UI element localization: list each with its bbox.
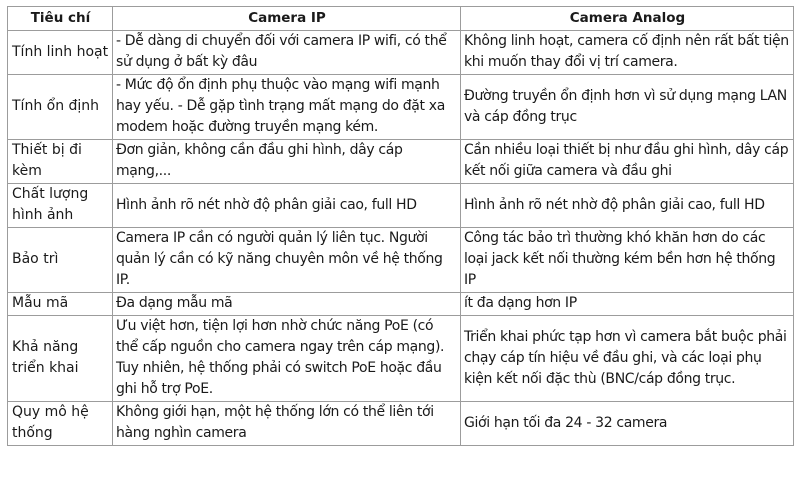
camera-analog-cell: Cần nhiều loại thiết bị như đầu ghi hình, dây cáp kết nối giữa camera và đầu ghi [461, 140, 794, 184]
table-row [8, 140, 794, 184]
camera-analog-cell: Công tác bảo trì thường khó khăn hơn do các loại jack kết nối thường kém bền hơn hệ thống IP [461, 228, 794, 293]
comparison-table [7, 6, 794, 446]
camera-ip-cell: Đa dạng mẫu mã [113, 293, 461, 316]
camera-analog-cell: Không linh hoạt, camera cố định nên rất bất tiện khi muốn thay đổi vị trí camera. [461, 31, 794, 75]
table-row [8, 31, 794, 75]
camera-ip-cell: - Mức độ ổn định phụ thuộc vào mạng wifi mạnh hay yếu. - Dễ gặp tình trạng mất mạng do đặt xa modem hoặc đường truyền mạng kém. [113, 75, 461, 140]
criterion-cell: Mẫu mã [8, 293, 113, 316]
camera-analog-cell: ít đa dạng hơn IP [461, 293, 794, 316]
camera-ip-cell: Camera IP cần có người quản lý liên tục. Người quản lý cần có kỹ năng chuyên môn về hệ thống IP. [113, 228, 461, 293]
table-row [8, 228, 794, 293]
table-row [8, 402, 794, 446]
criterion-cell: Thiết bị đi kèm [8, 140, 113, 184]
camera-ip-cell: Đơn giản, không cần đầu ghi hình, dây cáp mạng,... [113, 140, 461, 184]
camera-ip-cell: Hình ảnh rõ nét nhờ độ phân giải cao, full HD [113, 184, 461, 228]
camera-ip-cell: Không giới hạn, một hệ thống lớn có thể liên tới hàng nghìn camera [113, 402, 461, 446]
header-camera-analog: Camera Analog [461, 7, 794, 31]
camera-ip-cell: - Dễ dàng di chuyển đối với camera IP wifi, có thể sử dụng ở bất kỳ đâu [113, 31, 461, 75]
header-camera-ip: Camera IP [113, 7, 461, 31]
table-row [8, 184, 794, 228]
camera-analog-cell: Triển khai phức tạp hơn vì camera bắt buộc phải chạy cáp tín hiệu về đầu ghi, và các loại phụ kiện kết nối đặc thù (BNC/cáp đồng trục. [461, 316, 794, 402]
criterion-cell: Tính linh hoạt [8, 31, 113, 75]
camera-ip-cell: Ưu việt hơn, tiện lợi hơn nhờ chức năng PoE (có thể cấp nguồn cho camera ngay trên cáp mạng). Tuy nhiên, hệ thống phải có switch PoE hoặc đầu ghi hỗ trợ PoE. [113, 316, 461, 402]
criterion-cell: Chất lượng hình ảnh [8, 184, 113, 228]
camera-analog-cell: Đường truyền ổn định hơn vì sử dụng mạng LAN và cáp đồng trục [461, 75, 794, 140]
table-header-row [8, 7, 794, 31]
comparison-table-container [7, 6, 794, 446]
criterion-cell: Khả năng triển khai [8, 316, 113, 402]
table-row [8, 293, 794, 316]
table-row [8, 75, 794, 140]
criterion-cell: Tính ổn định [8, 75, 113, 140]
camera-analog-cell: Giới hạn tối đa 24 - 32 camera [461, 402, 794, 446]
camera-analog-cell: Hình ảnh rõ nét nhờ độ phân giải cao, full HD [461, 184, 794, 228]
criterion-cell: Bảo trì [8, 228, 113, 293]
criterion-cell: Quy mô hệ thống [8, 402, 113, 446]
table-row [8, 316, 794, 402]
header-criterion: Tiêu chí [8, 7, 113, 31]
